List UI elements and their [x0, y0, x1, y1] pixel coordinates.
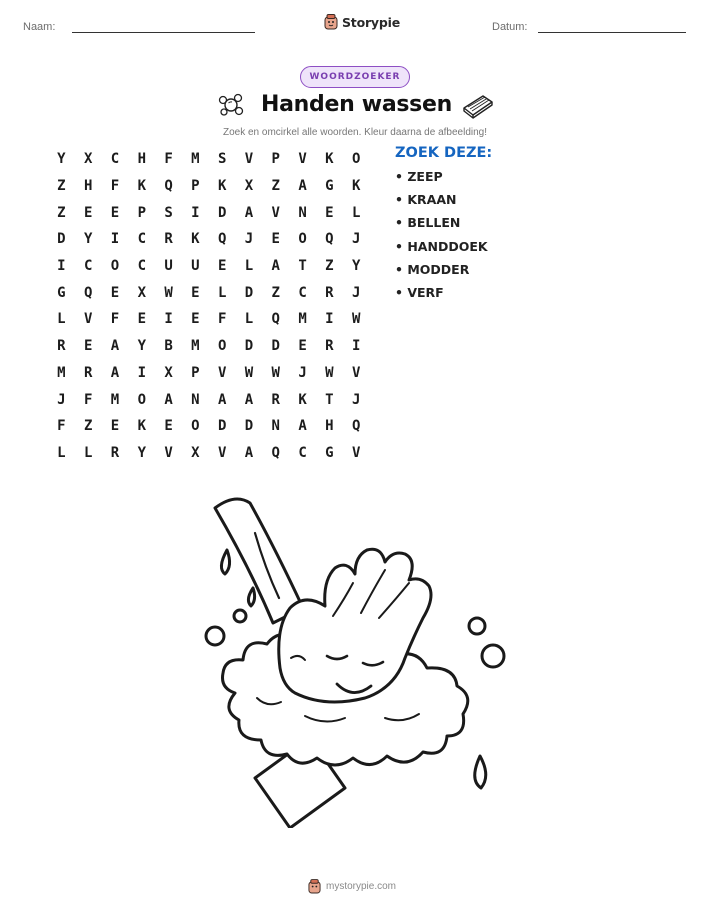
grid-letter[interactable]: W [351, 311, 361, 328]
grid-letter[interactable]: V [217, 444, 227, 461]
grid-letter[interactable]: W [325, 364, 334, 381]
grid-letter[interactable]: M [191, 338, 200, 355]
grid-letter[interactable]: R [164, 231, 173, 248]
grid-letter[interactable]: B [164, 338, 173, 355]
grid-letter[interactable]: O [217, 338, 227, 355]
grid-letter[interactable]: K [217, 178, 227, 195]
hand-washing-coloring-image[interactable] [195, 488, 515, 828]
grid-letter[interactable]: M [191, 151, 200, 168]
grid-letter[interactable]: V [298, 151, 307, 168]
grid-letter[interactable]: V [83, 311, 93, 328]
grid-letter[interactable]: A [298, 178, 307, 195]
grid-letter[interactable]: Q [325, 231, 334, 248]
grid-letter[interactable]: A [271, 258, 280, 275]
grid-letter[interactable]: G [325, 178, 334, 195]
grid-letter[interactable]: T [325, 391, 334, 408]
grid-letter[interactable]: J [57, 391, 66, 408]
grid-letter[interactable]: E [110, 204, 120, 221]
grid-letter[interactable]: K [137, 418, 146, 435]
grid-letter[interactable]: R [271, 391, 280, 408]
grid-letter[interactable]: V [217, 364, 227, 381]
grid-letter[interactable]: Y [57, 151, 66, 168]
grid-letter[interactable]: Y [83, 231, 93, 248]
grid-letter[interactable]: O [110, 258, 120, 275]
grid-letter[interactable]: C [137, 231, 146, 248]
grid-letter[interactable]: I [351, 338, 361, 355]
grid-letter[interactable]: X [164, 364, 173, 381]
date-line[interactable] [538, 32, 686, 33]
grid-letter[interactable]: Q [271, 444, 280, 461]
grid-letter[interactable]: D [244, 284, 254, 301]
grid-letter[interactable]: J [298, 364, 307, 381]
grid-letter[interactable]: L [244, 258, 254, 275]
grid-letter[interactable]: E [110, 284, 120, 301]
grid-letter[interactable]: I [57, 258, 66, 275]
grid-letter[interactable]: S [217, 151, 227, 168]
grid-letter[interactable]: Z [57, 178, 66, 195]
grid-letter[interactable]: Q [217, 231, 227, 248]
footer-site[interactable]: mystorypie.com [326, 881, 397, 892]
grid-letter[interactable]: L [244, 311, 254, 328]
grid-letter[interactable]: E [271, 231, 280, 248]
grid-letter[interactable]: A [244, 391, 254, 408]
grid-letter[interactable]: A [217, 391, 227, 408]
brand-name: Storypie [342, 14, 400, 30]
grid-letter[interactable]: A [244, 444, 254, 461]
grid-letter[interactable]: L [83, 444, 93, 461]
word-list-item: • BELLEN [395, 215, 461, 231]
grid-letter[interactable]: E [164, 418, 173, 435]
name-label: Naam: [23, 21, 56, 33]
grid-letter[interactable]: V [244, 151, 254, 168]
grid-letter[interactable]: R [110, 444, 120, 461]
grid-letter[interactable]: L [57, 444, 66, 461]
grid-letter[interactable]: F [110, 178, 120, 195]
grid-letter[interactable]: A [244, 204, 254, 221]
soap-bubbles-icon [217, 91, 245, 119]
grid-letter[interactable]: D [57, 231, 66, 248]
grid-letter[interactable]: A [298, 418, 307, 435]
grid-letter[interactable]: Q [351, 418, 361, 435]
grid-letter[interactable]: Y [137, 338, 146, 355]
grid-letter[interactable]: I [164, 311, 173, 328]
grid-letter[interactable]: E [298, 338, 307, 355]
grid-letter[interactable]: X [137, 284, 146, 301]
grid-letter[interactable]: E [217, 258, 227, 275]
grid-letter[interactable]: F [83, 391, 93, 408]
grid-letter[interactable]: Y [137, 444, 146, 461]
grid-letter[interactable]: K [191, 231, 200, 248]
grid-letter[interactable]: H [137, 151, 146, 168]
towel-icon [461, 92, 495, 120]
grid-letter[interactable]: E [137, 311, 146, 328]
grid-letter[interactable]: P [137, 204, 146, 221]
grid-letter[interactable]: X [244, 178, 254, 195]
grid-letter[interactable]: U [191, 258, 200, 275]
word-list-item: • ZEEP [395, 169, 443, 184]
grid-letter[interactable]: O [191, 418, 200, 435]
grid-letter[interactable]: Y [351, 258, 361, 275]
grid-letter[interactable]: E [83, 338, 93, 355]
grid-letter[interactable]: F [217, 311, 227, 328]
grid-letter[interactable]: Q [83, 284, 93, 301]
grid-letter[interactable]: J [351, 231, 361, 248]
grid-letter[interactable]: Z [271, 284, 280, 301]
grid-letter[interactable]: Q [164, 178, 173, 195]
grid-letter[interactable]: K [351, 178, 361, 195]
word-search-grid [48, 146, 370, 466]
grid-letter[interactable]: M [110, 391, 120, 408]
grid-letter[interactable]: F [164, 151, 173, 168]
grid-letter[interactable]: K [137, 178, 146, 195]
grid-letter[interactable]: W [244, 364, 254, 381]
grid-letter[interactable]: M [298, 311, 307, 328]
grid-letter[interactable]: K [298, 391, 307, 408]
grid-letter[interactable]: A [110, 338, 120, 355]
grid-letter[interactable]: E [191, 284, 200, 301]
grid-letter[interactable]: A [164, 391, 173, 408]
grid-letter[interactable]: E [191, 311, 200, 328]
grid-letter[interactable]: W [164, 284, 173, 301]
grid-letter[interactable]: V [351, 364, 361, 381]
grid-letter[interactable]: I [110, 231, 120, 248]
grid-letter[interactable]: N [271, 418, 280, 435]
grid-letter[interactable]: N [298, 204, 307, 221]
grid-letter[interactable]: C [110, 151, 120, 168]
grid-letter[interactable]: R [57, 338, 66, 355]
footer [308, 879, 396, 894]
page-title: Handen wassen [261, 92, 452, 117]
grid-letter[interactable]: C [137, 258, 146, 275]
grid-letter[interactable]: X [83, 151, 93, 168]
grid-letter[interactable]: H [325, 418, 334, 435]
grid-letter[interactable]: S [164, 204, 173, 221]
grid-letter[interactable]: I [137, 364, 146, 381]
grid-letter[interactable]: P [191, 178, 200, 195]
grid-letter[interactable]: Z [325, 258, 334, 275]
grid-letter[interactable]: L [57, 311, 66, 328]
storypie-mascot-icon [324, 14, 338, 30]
date-label: Datum: [492, 21, 528, 33]
grid-letter[interactable]: O [298, 231, 307, 248]
grid-letter[interactable]: H [83, 178, 93, 195]
grid-letter[interactable]: Z [271, 178, 280, 195]
grid-letter[interactable]: G [325, 444, 334, 461]
grid-letter[interactable]: I [191, 204, 200, 221]
grid-letter[interactable]: V [351, 444, 361, 461]
grid-letter[interactable]: J [351, 391, 361, 408]
grid-letter[interactable]: F [57, 418, 66, 435]
grid-letter[interactable]: R [325, 338, 334, 355]
grid-letter[interactable]: K [325, 151, 334, 168]
grid-letter[interactable]: C [83, 258, 93, 275]
grid-letter[interactable]: J [351, 284, 361, 301]
grid-letter[interactable]: D [217, 204, 227, 221]
grid-letter[interactable]: A [110, 364, 120, 381]
grid-letter[interactable]: D [244, 338, 254, 355]
grid-letter[interactable]: J [244, 231, 254, 248]
brand-logo [324, 14, 400, 30]
word-list-item: • HANDDOEK [395, 238, 488, 254]
grid-letter[interactable]: V [164, 444, 173, 461]
word-list-item: • MODDER [395, 261, 470, 277]
grid-letter[interactable]: E [83, 204, 93, 221]
grid-letter[interactable]: C [298, 284, 307, 301]
grid-letter[interactable]: D [271, 338, 280, 355]
grid-letter[interactable]: D [244, 418, 254, 435]
grid-letter[interactable]: R [325, 284, 334, 301]
grid-letter[interactable]: U [164, 258, 173, 275]
worksheet-type-badge: WOORDZOEKER [300, 66, 410, 88]
grid-letter[interactable]: I [325, 311, 334, 328]
grid-letter[interactable]: L [351, 204, 361, 221]
grid-letter[interactable]: P [271, 151, 280, 168]
grid-letter[interactable]: O [137, 391, 146, 408]
instructions: Zoek en omcirkel alle woorden. Kleur daarna de afbeelding! [222, 127, 488, 138]
grid-letter[interactable]: Q [271, 311, 280, 328]
grid-letter[interactable]: V [271, 204, 280, 221]
grid-letter[interactable]: L [217, 284, 227, 301]
grid-letter[interactable]: F [110, 311, 120, 328]
name-line[interactable] [72, 32, 255, 33]
word-list-item: • VERF [395, 284, 444, 300]
grid-letter[interactable]: C [298, 444, 307, 461]
grid-letter[interactable]: D [217, 418, 227, 435]
grid-letter[interactable]: M [57, 364, 66, 381]
grid-letter[interactable]: X [191, 444, 200, 461]
grid-letter[interactable]: R [83, 364, 93, 381]
grid-letter[interactable]: T [298, 258, 307, 275]
word-list-title: ZOEK DEZE: [395, 145, 493, 161]
grid-letter[interactable]: Z [57, 204, 66, 221]
grid-letter[interactable]: P [191, 364, 200, 381]
grid-letter[interactable]: N [191, 391, 200, 408]
word-list-item: • KRAAN [395, 192, 457, 208]
word-list [395, 145, 492, 304]
storypie-mascot-icon [308, 879, 321, 894]
grid-letter[interactable]: G [57, 284, 66, 301]
grid-letter[interactable]: E [325, 204, 334, 221]
grid-letter[interactable]: E [110, 418, 120, 435]
grid-letter[interactable]: O [351, 151, 361, 168]
grid-letter[interactable]: W [271, 364, 280, 381]
grid-letter[interactable]: Z [83, 418, 93, 435]
